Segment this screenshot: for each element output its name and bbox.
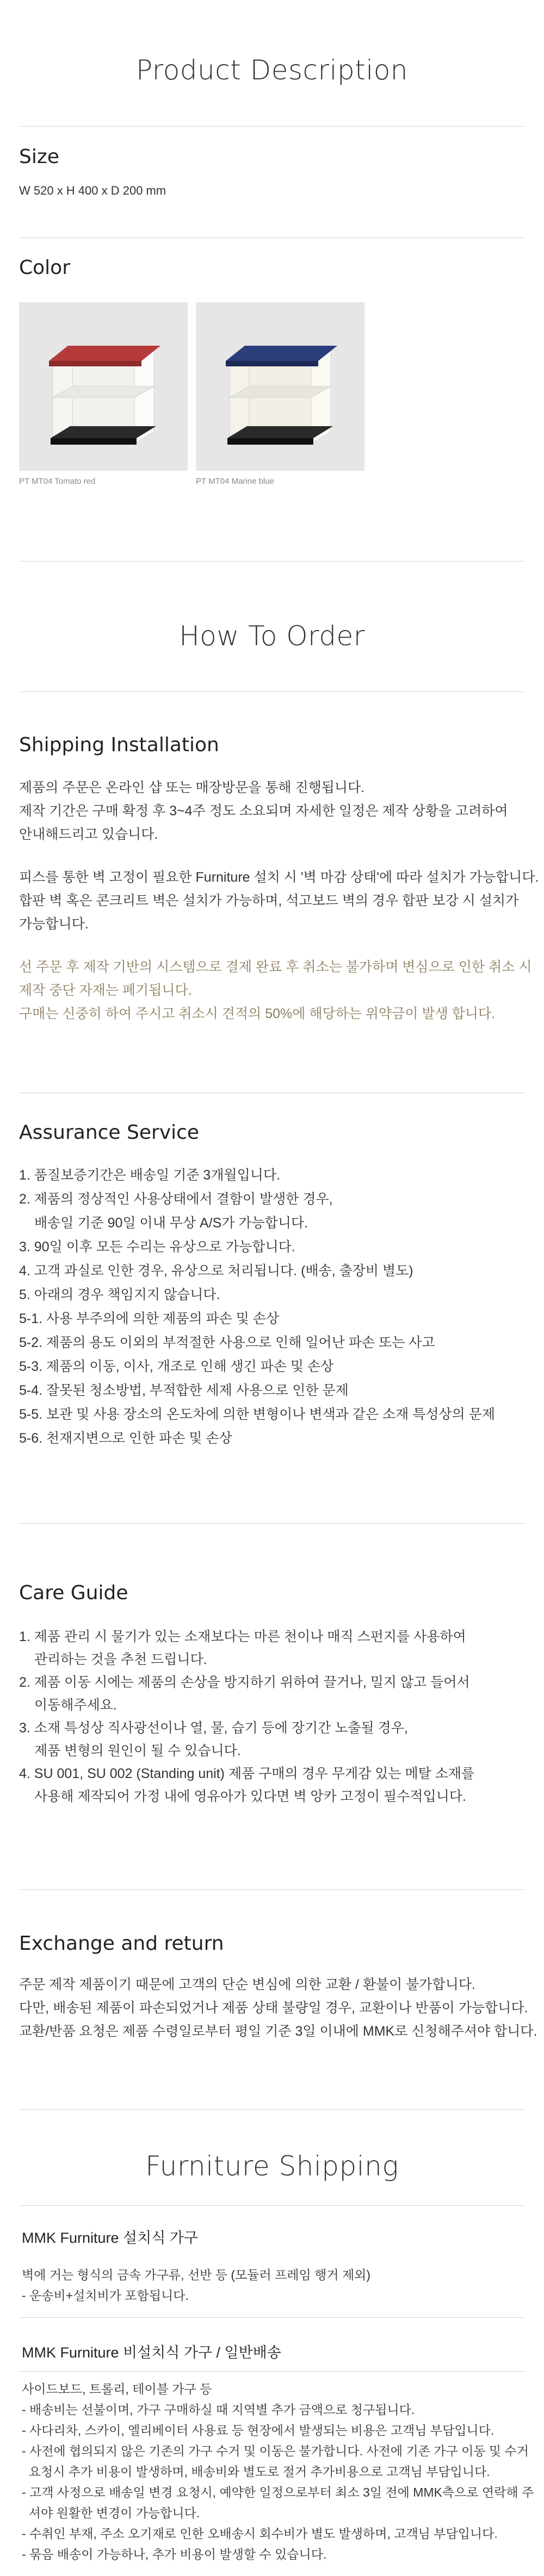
list-item: 사용해 제작되어 가정 내에 영유아가 있다면 벽 앙카 고정이 필수적입니다. [34, 1789, 466, 1804]
swatch-caption: PT MT04 Tomato red [19, 477, 96, 486]
list-item: 4. 고객 과실로 인한 경우, 유상으로 처리됩니다. (배송, 출장비 별도) [19, 1263, 413, 1278]
shipping-installation-paragraph-1: 제품의 주문은 온라인 샵 또는 매장방문을 통해 진행됩니다. 제작 기간은 구매 확정 후 3~4주 정도 소요되며 자세한 일정은 제작 상황을 고려하여 안내해드리고 있습니다. [19, 780, 508, 842]
list-item: 배송일 기준 90일 이내 무상 A/S가 가능합니다. [34, 1215, 308, 1231]
non-installed-furniture-heading: MMK Furniture 비설치식 가구 / 일반배송 [22, 2344, 281, 2361]
size-heading: Size [19, 146, 59, 168]
installed-furniture-text: 벽에 거는 형식의 금속 가구류, 선반 등 (모듈러 프레임 행거 제외) - 운송비+설치비가 포함됩니다. [22, 2268, 371, 2303]
installed-furniture-heading: MMK Furniture 설치식 가구 [22, 2230, 198, 2246]
care-guide-heading: Care Guide [19, 1582, 128, 1604]
swatch-caption: PT MT04 Marine blue [196, 477, 274, 486]
divider [19, 691, 525, 692]
divider [19, 1889, 525, 1890]
care-guide-list [19, 1625, 525, 1808]
furniture-shipping-title: Furniture Shipping [145, 2150, 399, 2182]
list-item: 3. 90일 이후 모든 수리는 유상으로 가능합니다. [19, 1239, 295, 1255]
shipping-installation-paragraph-2: 피스를 통한 벽 고정이 필요한 Furniture 설치 시 '벽 마감 상태'에 따라 설치가 가능합니다. 합판 벽 혹은 콘크리트 벽은 설치가 가능하며, 석고보드 벽의 경우 합판 보강 시 설치가 가능합니다. [19, 870, 539, 932]
list-item: 1. 제품 관리 시 물기가 있는 소재보다는 마른 천이나 매직 스펀지를 사용하여 [19, 1629, 466, 1644]
assurance-service-list [19, 1163, 525, 1450]
how-to-order-title: How To Order [179, 620, 365, 652]
list-item: 5-3. 제품의 이동, 이사, 개조로 인해 생긴 파손 및 손상 [19, 1359, 334, 1374]
divider [19, 2371, 525, 2372]
list-item: 관리하는 것을 추천 드립니다. [34, 1652, 207, 1667]
list-item: 2. 제품 이동 시에는 제품의 손상을 방지하기 위하여 끌거나, 밀지 않고 들어서 [19, 1675, 470, 1690]
color-swatch-tomato-red[interactable] [19, 302, 188, 471]
divider [19, 561, 525, 562]
list-item: 제품 변형의 원인이 될 수 있습니다. [34, 1743, 241, 1758]
list-item: 5-5. 보관 및 사용 장소의 온도차에 의한 변형이나 변색과 같은 소재 특성상의 문제 [19, 1407, 496, 1422]
shelf-image [196, 302, 364, 471]
color-swatch-marine-blue[interactable] [196, 302, 364, 471]
list-item: 4. SU 001, SU 002 (Standing unit) 제품 구매의 경우 무게감 있는 메탈 소재를 [19, 1766, 475, 1781]
shelf-top-tray [49, 346, 160, 361]
product-description-title: Product Description [135, 54, 408, 86]
color-heading: Color [19, 257, 70, 279]
shipping-installation-heading: Shipping Installation [19, 734, 219, 756]
non-installed-furniture-text: 사이드보드, 트롤리, 테이블 가구 등 - 배송비는 선불이며, 가구 구매하실 때 지역별 추가 금액으로 청구됩니다. - 사다리차, 스카이, 엘리베이터 사용료 등 현장에서 발생되는 비용은 고객님 부담입니다. - 사전에 협의되지 않은 기존의 가구 수거 및 이동은 불가합니다. 사전에 기존 가구 이동 및 수거 요청시 추가 비용이 발생하며, 배송비와 별도로 절거 추가비용으로 고객님 부담입니다. - 고객 사정으로 배송일 변경 요청시, 예약한 일정으로부터 최소 3일 전에 MMK측으로 연락해 주 셔야 원활한 변경이 가능합니다. - 수취인 부재, 주소 오기재로 인한 오배송시 회수비가 별도 발생하며, 고객님 부담입니다. - 묶음 배송이 가능하나, 추가 비용이 발생할 수 있습니다. [22, 2382, 534, 2561]
list-item: 1. 품질보증기간은 배송일 기준 3개월입니다. [19, 1168, 281, 1183]
divider [19, 126, 525, 127]
divider [19, 1523, 525, 1524]
divider [19, 2109, 525, 2110]
list-item: 5-1. 사용 부주의에 의한 제품의 파손 및 손상 [19, 1311, 280, 1326]
list-item: 5. 아래의 경우 책임지지 않습니다. [19, 1287, 220, 1302]
exchange-return-heading: Exchange and return [19, 1932, 224, 1955]
shelf-image [19, 302, 188, 471]
assurance-service-heading: Assurance Service [19, 1121, 200, 1144]
list-item: 5-2. 제품의 용도 이외의 부적절한 사용으로 인해 일어난 파손 또는 사고 [19, 1335, 435, 1350]
list-item: 2. 제품의 정상적인 사용상태에서 결함이 발생한 경우, [19, 1192, 333, 1207]
list-item: 3. 소재 특성상 직사광선이나 열, 물, 습기 등에 장기간 노출될 경우, [19, 1720, 408, 1736]
divider [19, 2205, 525, 2206]
divider [19, 2317, 525, 2318]
list-item: 5-6. 천재지변으로 인한 파손 및 손상 [19, 1431, 232, 1446]
size-value: W 520 x H 400 x D 200 mm [19, 184, 166, 197]
list-item: 5-4. 잘못된 청소방법, 부적합한 세제 사용으로 인한 문제 [19, 1383, 349, 1398]
cancellation-notice: 선 주문 후 제작 기반의 시스템으로 결제 완료 후 취소는 불가하며 변심으로 인한 취소 시 제작 중단 자재는 폐기됩니다. 구매는 신중히 하여 주시고 취소시 견적의 50%에 해당하는 위약금이 발생 합니다. [19, 959, 532, 1021]
exchange-return-text: 주문 제작 제품이기 때문에 고객의 단순 변심에 의한 교환 / 환불이 불가합니다. 다만, 배송된 제품이 파손되었거나 제품 상태 불량일 경우, 교환이나 반품이 가능합니다. 교환/반품 요청은 제품 수령일로부터 평일 기준 3일 이내에 MMK로 신청해주셔야 합니다. [19, 1977, 537, 2039]
list-item: 이동해주세요. [34, 1698, 117, 1713]
